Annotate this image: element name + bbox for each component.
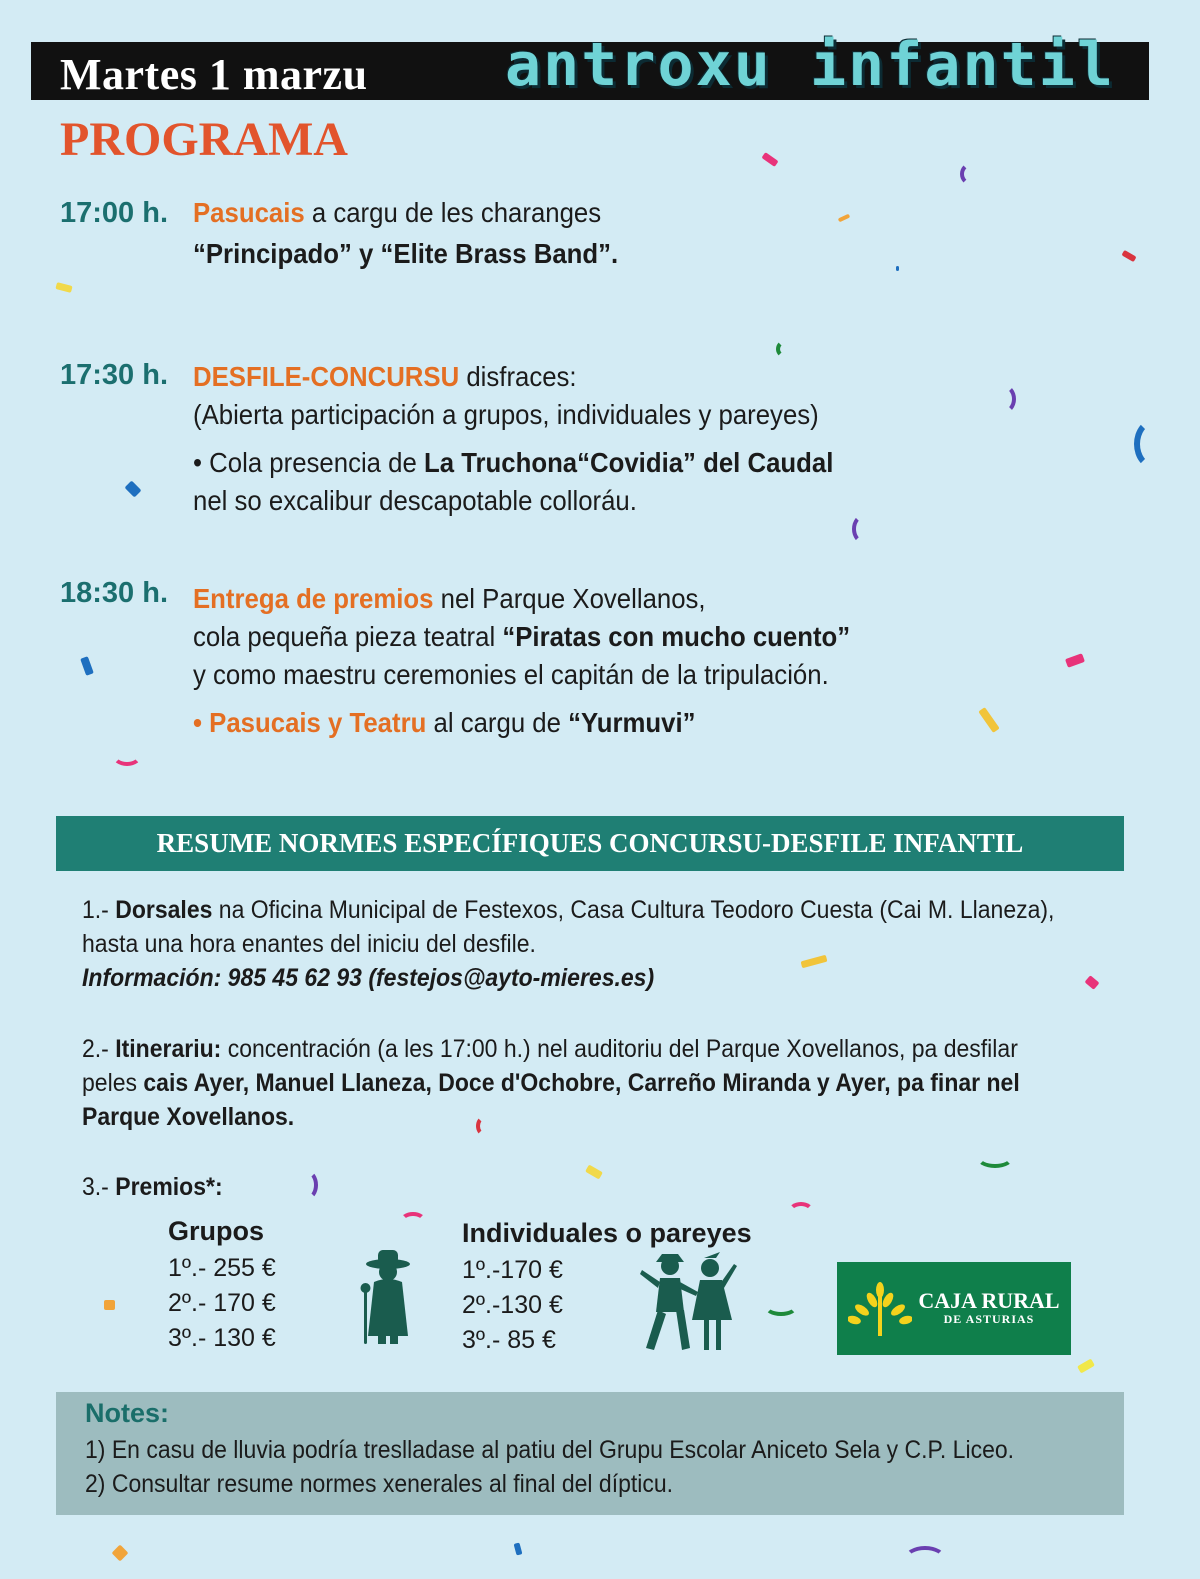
rules-banner	[56, 816, 1124, 871]
rule-number: 2.-	[82, 1035, 116, 1063]
rule-2	[82, 1032, 1057, 1134]
confetti-piece	[80, 656, 94, 676]
confetti-piece	[125, 481, 142, 498]
schedule-time-1: 17:00 h.	[60, 197, 168, 229]
schedule-bullet-bold: La Truchona“Covidia” del Caudal	[423, 447, 834, 478]
note-item: 1) En casu de lluvia podría treslladase al patiu del Grupu Escolar Aniceto Sela y C.P. Liceo.	[85, 1436, 1015, 1464]
route-streets: cais Ayer, Manuel Llaneza, Doce d'Ochobre, Carreño Miranda y Ayer, pa finar nel	[143, 1069, 1020, 1097]
prize-item: 2º.-130 €	[462, 1291, 563, 1319]
rule-3	[82, 1170, 1057, 1204]
schedule-text: a cargu de les charanges	[304, 197, 602, 228]
confetti-piece	[112, 1545, 129, 1562]
schedule-text: “Principado” y “Elite Brass Band”.	[193, 238, 619, 269]
schedule-lead: Pasucais	[193, 197, 305, 228]
confetti-curl	[400, 1212, 426, 1230]
prize-heading: Individuales o pareyes	[462, 1218, 752, 1248]
rule-text: peles	[82, 1069, 144, 1097]
rule-text: na Oficina Municipal de Festexos, Casa Cultura Teodoro Cuesta (Cai M. Llaneza),	[212, 896, 1055, 924]
dancing-couple-icon	[636, 1250, 740, 1356]
schedule-text: y como maestru ceremonies el capitán de la tripulación.	[193, 659, 829, 690]
schedule-text-bold: “Yurmuvi”	[568, 707, 696, 738]
confetti-piece	[761, 152, 778, 167]
confetti-curl	[904, 1546, 946, 1572]
confetti-curl	[1134, 418, 1176, 470]
schedule-lead: DESFILE-CONCURSU	[193, 361, 460, 392]
confetti-curl	[764, 1296, 798, 1316]
rule-keyword: Premios*:	[115, 1173, 223, 1201]
sponsor-logo	[837, 1262, 1071, 1355]
schedule-item-2	[193, 358, 1003, 520]
schedule-item-3	[193, 580, 1003, 742]
route-end: Parque Xovellanos.	[82, 1103, 295, 1131]
schedule-text: nel so excalibur descapotable colloráu.	[193, 485, 637, 516]
prize-item: 2º.- 170 €	[168, 1289, 276, 1317]
confetti-piece	[1121, 250, 1136, 262]
schedule-bullet-highlight: • Pasucais y Teatru	[193, 707, 427, 738]
confetti-curl	[976, 1146, 1014, 1168]
prize-item: 3º.- 85 €	[462, 1326, 556, 1354]
schedule-text: disfraces:	[459, 361, 577, 392]
contact-info: Información: 985 45 62 93 (festejos@ayto-mieres.es)	[82, 964, 655, 992]
prize-heading: Grupos	[168, 1216, 265, 1246]
event-date: Martes 1 marzu	[60, 50, 368, 99]
rule-number: 3.-	[82, 1173, 116, 1201]
sponsor-name: CAJA RURAL	[918, 1288, 1060, 1313]
rule-1	[82, 893, 1057, 995]
confetti-piece	[1077, 1359, 1095, 1374]
prizes-groups	[168, 1214, 276, 1356]
confetti-curl	[960, 162, 984, 186]
rule-text: concentración (a les 17:00 h.) nel auditoriu del Parque Xovellanos, pa desfilar	[221, 1035, 1018, 1063]
schedule-text: nel Parque Xovellanos,	[433, 583, 706, 614]
schedule-bullet: • Cola presencia de	[193, 447, 424, 478]
schedule-lead: Entrega de premios	[193, 583, 434, 614]
schedule-time-2: 17:30 h.	[60, 359, 168, 391]
confetti-piece	[514, 1542, 523, 1555]
schedule-text: al cargu de	[426, 707, 569, 738]
event-title: antroxu infantil	[505, 30, 1115, 100]
rule-keyword: Itinerariu:	[115, 1035, 222, 1063]
prize-item: 1º.- 255 €	[168, 1254, 276, 1282]
rule-text: hasta una hora enantes del iniciu del desfile.	[82, 930, 536, 958]
schedule-text-bold: “Piratas con mucho cuento”	[502, 621, 851, 652]
note-item: 2) Consultar resume normes xenerales al final del dípticu.	[85, 1470, 674, 1498]
schedule-item-1	[193, 192, 1003, 274]
prize-item: 1º.-170 €	[462, 1256, 563, 1284]
rule-keyword: Dorsales	[115, 896, 213, 924]
sponsor-subtitle: DE ASTURIAS	[943, 1312, 1035, 1326]
confetti-curl	[788, 1202, 814, 1222]
schedule-time-3: 18:30 h.	[60, 577, 168, 609]
schedule-text: (Abierta participación a grupos, individuales y pareyes)	[193, 399, 819, 430]
confetti-piece	[1065, 653, 1085, 668]
program-heading: PROGRAMA	[60, 113, 348, 166]
costumed-figure-icon	[358, 1246, 418, 1346]
confetti-piece	[1085, 975, 1100, 990]
confetti-piece	[104, 1300, 115, 1310]
confetti-piece	[55, 282, 72, 293]
notes-title: Notes:	[85, 1398, 170, 1428]
rules-title: RESUME NORMES ESPECÍFIQUES CONCURSU-DESFILE INFANTIL	[156, 828, 1024, 858]
confetti-curl	[776, 340, 794, 358]
rule-number: 1.-	[82, 896, 116, 924]
prize-item: 3º.- 130 €	[168, 1324, 276, 1352]
wheat-logo-icon	[848, 1282, 912, 1336]
sponsor-text	[918, 1290, 1059, 1327]
confetti-curl	[112, 744, 142, 766]
schedule-text: cola pequeña pieza teatral	[193, 621, 503, 652]
